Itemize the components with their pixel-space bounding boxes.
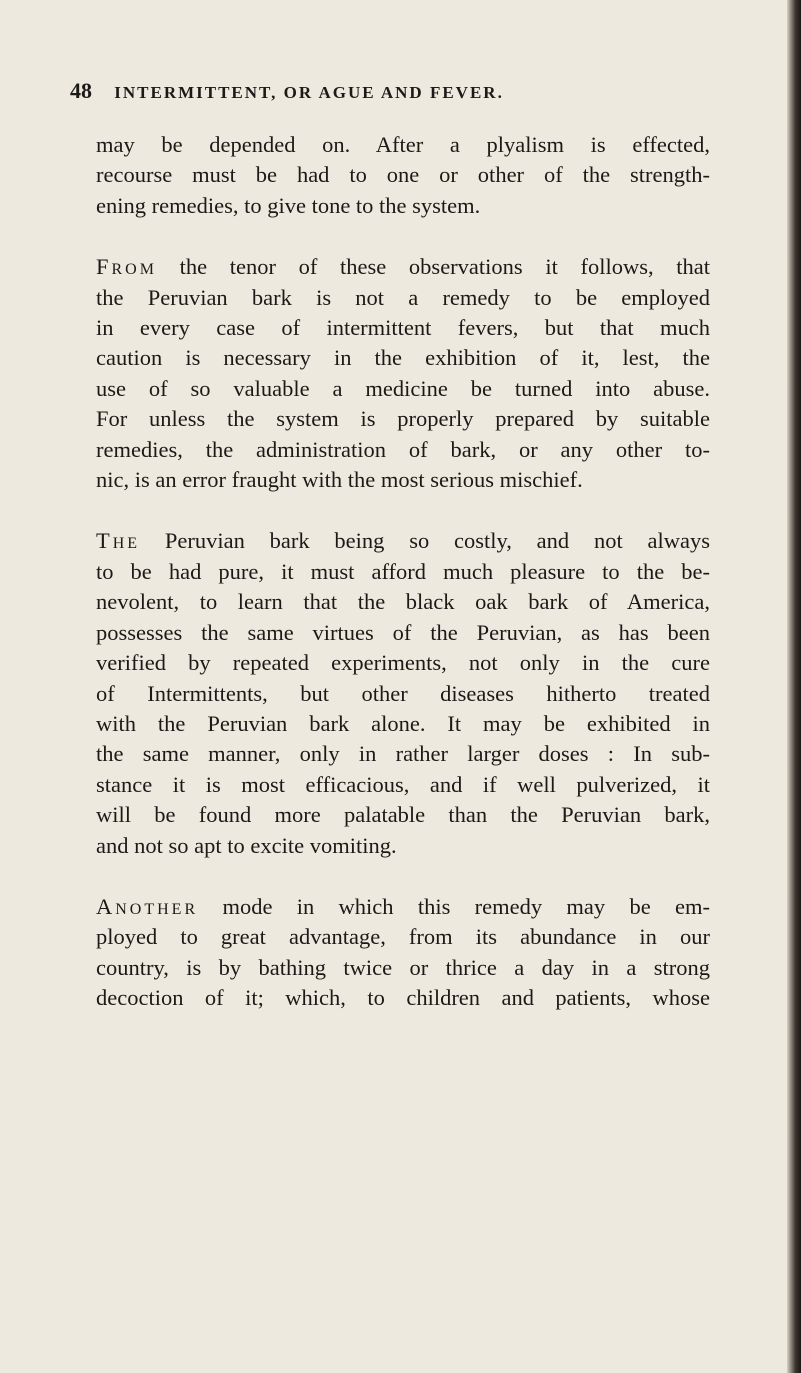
text-line: stance it is most efficacious, and if well pulverized, it <box>96 771 710 797</box>
text-line: caution is necessary in the exhibition of it, lest, the <box>96 345 710 371</box>
page-number: 48 <box>70 78 92 103</box>
text-line: remedies, the administration of bark, or any other to- <box>96 436 710 462</box>
paragraph-2 <box>96 252 710 495</box>
text-line: For unless the system is properly prepared by suitable <box>96 406 710 432</box>
text-line: and not so apt to excite vomiting. <box>96 832 397 858</box>
text-line: will be found more palatable than the Peruvian bark, <box>96 802 710 828</box>
text-line: nevolent, to learn that the black oak bark of America, <box>96 589 710 615</box>
paragraph-lead-word: The <box>96 528 141 554</box>
text-line: possesses the same virtues of the Peruvian, as has been <box>96 619 710 645</box>
running-header <box>70 78 710 104</box>
text-line: recourse must be had to one or other of the strength- <box>96 162 710 188</box>
text-fragment: mode in which this remedy may be em- <box>198 893 710 919</box>
text-line: in every case of intermittent fevers, but that much <box>96 315 710 341</box>
text-line: verified by repeated experiments, not only in the cure <box>96 650 710 676</box>
text-line: the same manner, only in rather larger doses : In sub- <box>96 741 710 767</box>
page-edge-shadow <box>787 0 801 1373</box>
paragraph-4 <box>96 892 710 1014</box>
paragraph-3 <box>96 526 710 860</box>
text-line: nic, is an error fraught with the most serious mischief. <box>96 467 583 493</box>
body-text <box>96 130 710 1014</box>
text-fragment: the tenor of these observations it follows, that <box>156 254 710 280</box>
text-line: country, is by bathing twice or thrice a day in a strong <box>96 954 710 980</box>
text-fragment: Peruvian bark being so costly, and not always <box>140 528 710 554</box>
text-line: the Peruvian bark is not a remedy to be employed <box>96 284 710 310</box>
paragraph-lead-word: From <box>96 254 157 280</box>
text-line: may be depended on. After a plyalism is effected, <box>96 132 710 157</box>
text-line: of Intermittents, but other diseases hitherto treated <box>96 680 710 706</box>
paragraph-1 <box>96 130 710 221</box>
text-line: to be had pure, it must afford much pleasure to the be- <box>96 558 710 584</box>
text-line <box>96 526 710 556</box>
text-line <box>96 892 710 922</box>
text-line: use of so valuable a medicine be turned into abuse. <box>96 375 710 401</box>
text-line: ening remedies, to give tone to the system. <box>96 192 481 218</box>
text-line: decoction of it; which, to children and patients, whose <box>96 985 710 1011</box>
running-title: INTERMITTENT, OR AGUE AND FEVER. <box>114 83 504 102</box>
text-line: ployed to great advantage, from its abundance in our <box>96 924 710 950</box>
paragraph-lead-word: Another <box>96 893 199 919</box>
text-line <box>96 252 710 282</box>
text-line: with the Peruvian bark alone. It may be exhibited in <box>96 710 710 736</box>
